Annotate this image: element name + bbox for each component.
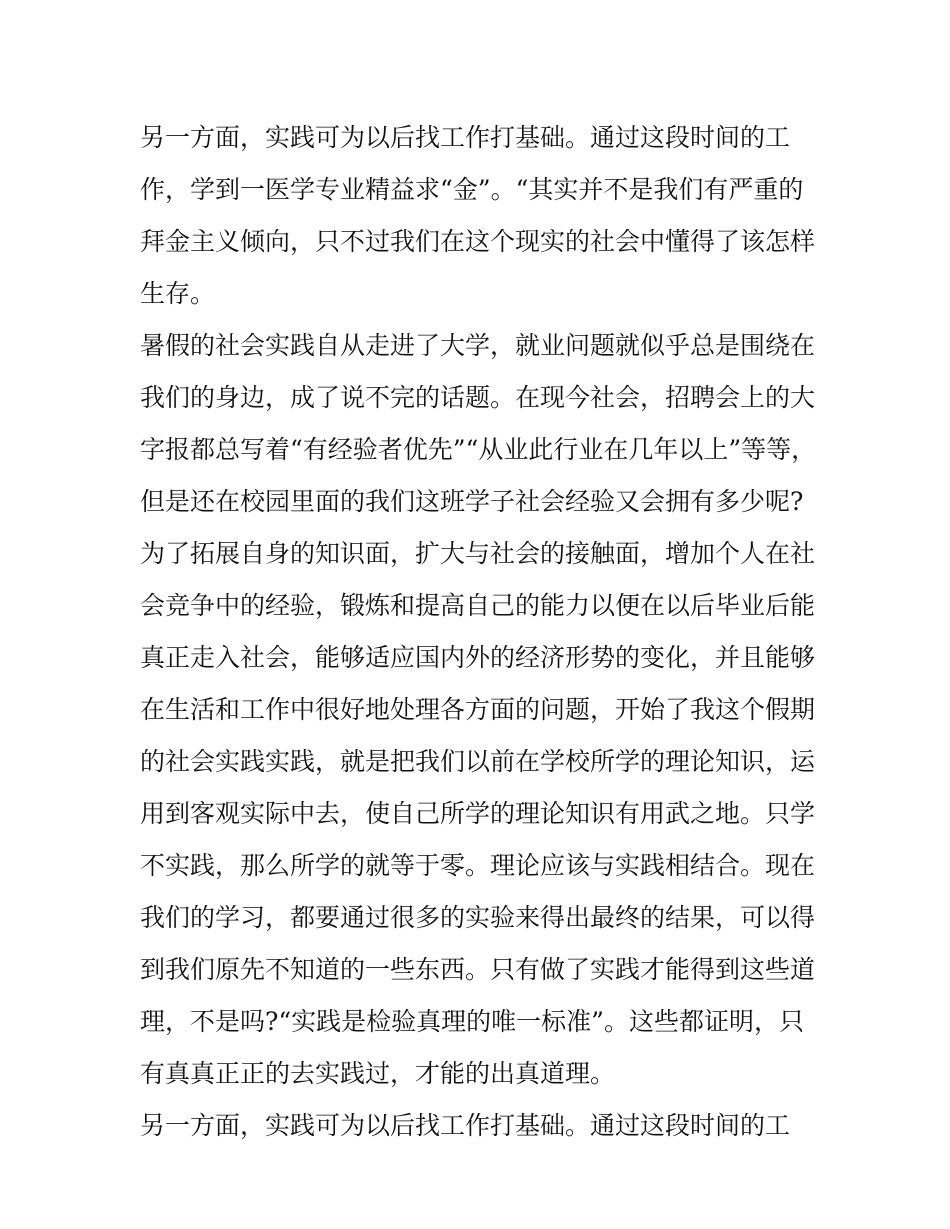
text-line: 到我们原先不知道的一些东西。只有做了实践才能得到这些道 <box>140 955 816 984</box>
text-line: 有真真正正的去实践过，才能的出真道理。 <box>140 1059 616 1088</box>
text-line: 作，学到一医学专业精益求“金”。“其实并不是我们有严重的 <box>140 175 804 204</box>
text-line: 用到客观实际中去，使自己所学的理论知识有用武之地。只学 <box>140 799 816 828</box>
text-line: 会竞争中的经验，锻炼和提高自己的能力以便在以后毕业后能 <box>140 591 816 620</box>
text-line: 不实践，那么所学的就等于零。理论应该与实践相结合。现在 <box>140 851 816 880</box>
text-line: 为了拓展自身的知识面，扩大与社会的接触面，增加个人在社 <box>140 539 816 568</box>
text-line: 字报都总写着“有经验者优先”“从业此行业在几年以上”等等， <box>140 435 817 464</box>
text-line: 我们的学习，都要通过很多的实验来得出最终的结果，可以得 <box>140 903 816 932</box>
body-text <box>140 112 820 1152</box>
text-line: 暑假的社会实践自从走进了大学，就业问题就似乎总是围绕在 <box>140 331 816 360</box>
text-line: 在生活和工作中很好地处理各方面的问题，开始了我这个假期 <box>140 695 816 724</box>
text-line: 另一方面，实践可为以后找工作打基础。通过这段时间的工 <box>140 123 791 152</box>
text-line: 真正走入社会，能够适应国内外的经济形势的变化，并且能够 <box>140 643 816 672</box>
text-line: 的社会实践实践，就是把我们以前在学校所学的理论知识，运 <box>140 747 816 776</box>
text-line: 但是还在校园里面的我们这班学子社会经验又会拥有多少呢? <box>140 487 804 516</box>
text-line: 理，不是吗?“实践是检验真理的唯一标准”。这些都证明，只 <box>140 1007 804 1036</box>
text-line: 我们的身边，成了说不完的话题。在现今社会，招聘会上的大 <box>140 383 816 412</box>
text-line: 生存。 <box>140 279 216 308</box>
text-line: 拜金主义倾向，只不过我们在这个现实的社会中懂得了该怎样 <box>140 227 816 256</box>
text-line: 另一方面，实践可为以后找工作打基础。通过这段时间的工 <box>140 1111 791 1140</box>
